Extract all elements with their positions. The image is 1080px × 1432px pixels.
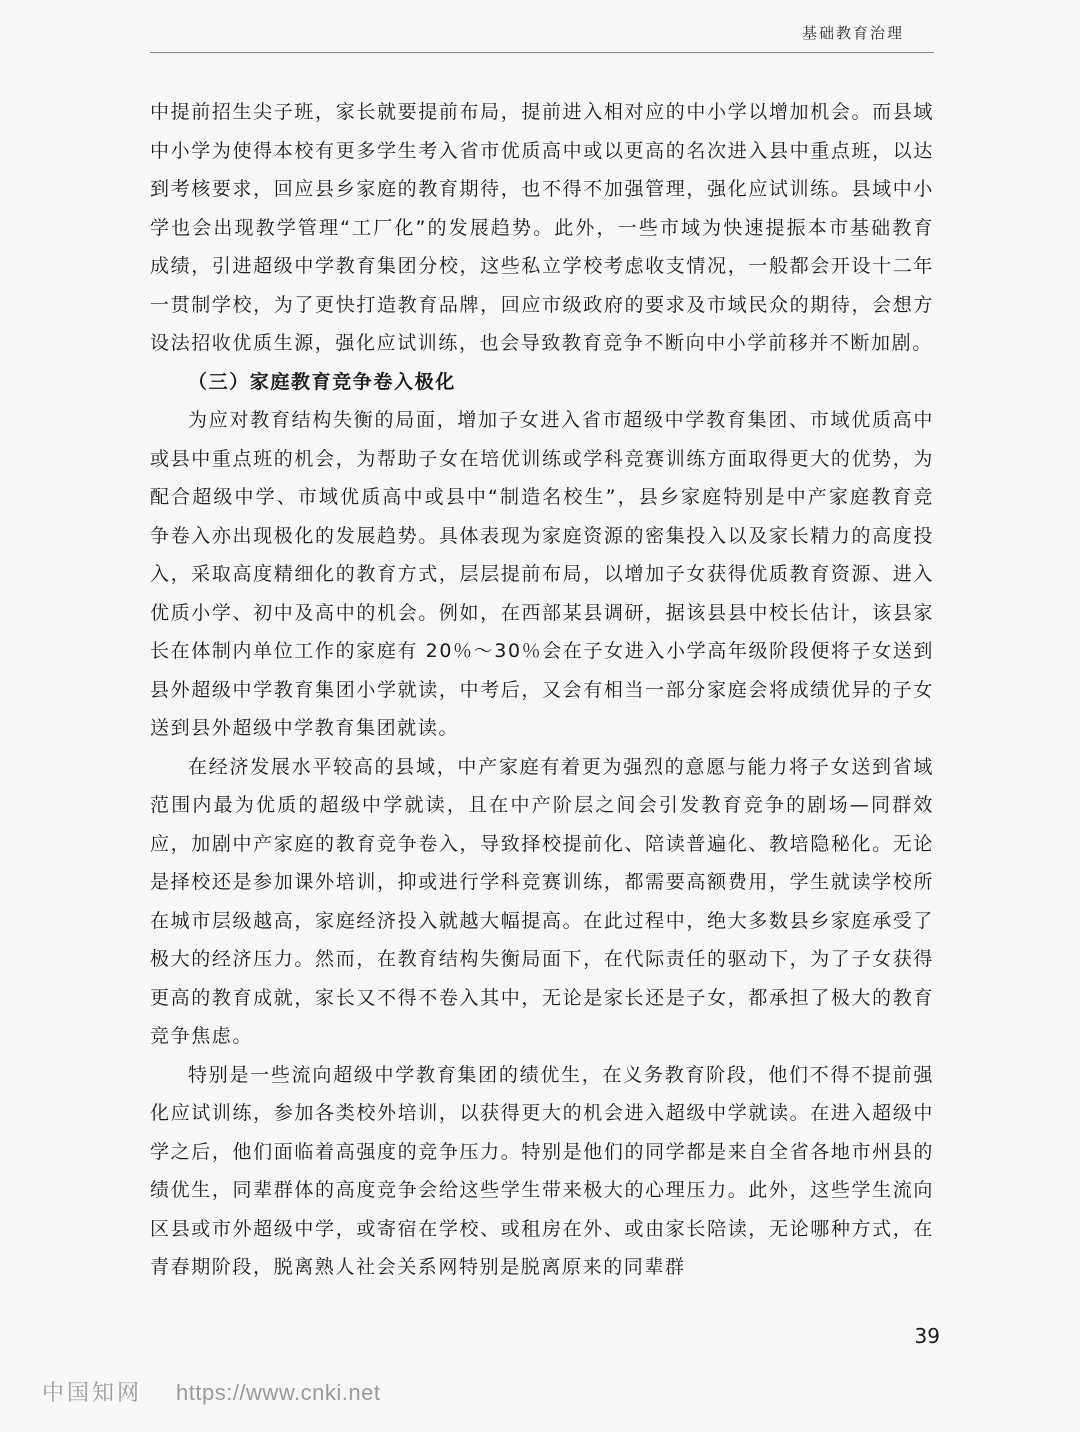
cnki-logo-text: 中国知网 — [42, 1381, 143, 1406]
article-body — [150, 93, 934, 1287]
header-divider — [150, 52, 934, 53]
watermark-footer — [42, 1376, 380, 1407]
paragraph: 为应对教育结构失衡的局面，增加子女进入省市超级中学教育集团、市域优质高中或县中重点班的机会，为帮助子女在培优训练或学科竞赛训练方面取得更大的优势，为配合超级中学、市域优质高中或县中“制造名校生”，县乡家庭特别是中产家庭教育竞争卷入亦出现极化的发展趋势。具体表现为家庭资源的密集投入以及家长精力的高度投入，采取高度精细化的教育方式，层层提前布局，以增加子女获得优质教育资源、进入优质小学、初中及高中的机会。例如，在西部某县调研，据该县县中校长估计，该县家长在体制内单位工作的家庭有 20％～30％会在子女进入小学高年级阶段便将子女送到县外超级中学教育集团小学就读，中考后，又会有相当一部分家庭会将成绩优异的子女送到县外超级中学教育集团就读。 — [150, 409, 934, 739]
cnki-url[interactable]: https://www.cnki.net — [176, 1380, 381, 1405]
paragraph: 在经济发展水平较高的县域，中产家庭有着更为强烈的意愿与能力将子女送到省域范围内最为优质的超级中学就读，且在中产阶层之间会引发教育竞争的剧场—同群效应，加剧中产家庭的教育竞争卷入，导致择校提前化、陪读普遍化、教培隐秘化。无论是择校还是参加课外培训，抑或进行学科竞赛训练，都需要高额费用，学生就读学校所在城市层级越高，家庭经济投入就越大幅提高。在此过程中，绝大多数县乡家庭承受了极大的经济压力。然而，在教育结构失衡局面下，在代际责任的驱动下，为了子女获得更高的教育成就，家长又不得不卷入其中，无论是家长还是子女，都承担了极大的教育竞争焦虑。 — [150, 755, 934, 1047]
running-header: 基础教育治理 — [801, 24, 904, 42]
section-heading: （三）家庭教育竞争卷入极化 — [188, 370, 456, 393]
page-number: 39 — [914, 1324, 940, 1348]
paragraph-continued: 中提前招生尖子班，家长就要提前布局，提前进入相对应的中小学以增加机会。而县域中小学为使得本校有更多学生考入省市优质高中或以更高的名次进入县中重点班，以达到考核要求，回应县乡家庭的教育期待，也不得不加强管理，强化应试训练。县域中小学也会出现教学管理“工厂化”的发展趋势。此外，一些市域为快速提振本市基础教育成绩，引进超级中学教育集团分校，这些私立学校考虑收支情况，一般都会开设十二年一贯制学校，为了更快打造教育品牌，回应市级政府的要求及市域民众的期待，会想方设法招收优质生源，强化应试训练，也会导致教育竞争不断向中小学前移并不断加剧。 — [150, 101, 934, 354]
paragraph: 特别是一些流向超级中学教育集团的绩优生，在义务教育阶段，他们不得不提前强化应试训练，参加各类校外培训，以获得更大的机会进入超级中学就读。在进入超级中学之后，他们面临着高强度的竞争压力。特别是他们的同学都是来自全省各地市州县的绩优生，同辈群体的高度竞争会给这些学生带来极大的心理压力。此外，这些学生流向区县或市外超级中学，或寄宿在学校、或租房在外、或由家长陪读，无论哪种方式，在青春期阶段，脱离熟人社会关系网特别是脱离原来的同辈群 — [150, 1063, 934, 1278]
